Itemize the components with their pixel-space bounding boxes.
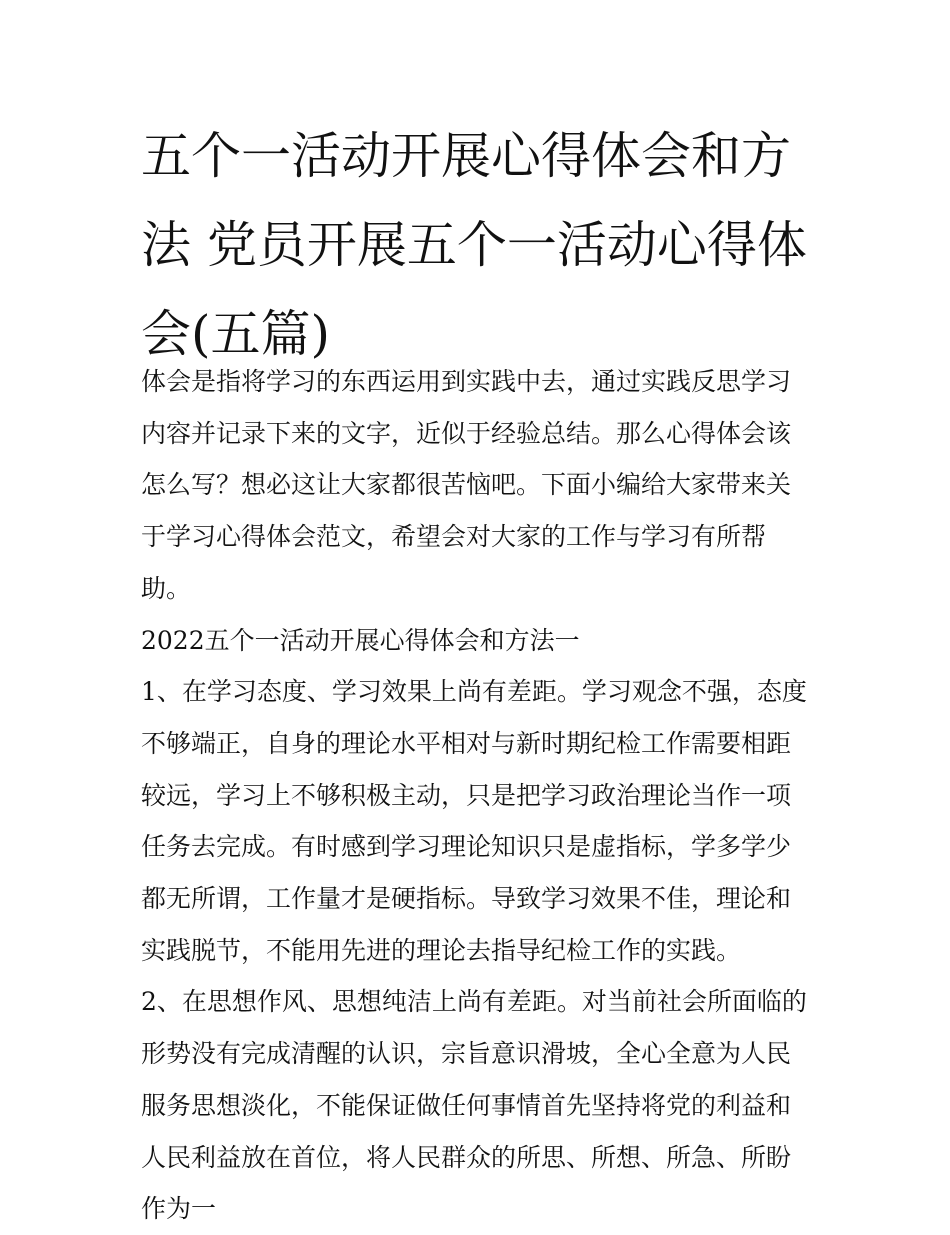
- body-paragraph-2: 2、在思想作风、思想纯洁上尚有差距。对当前社会所面临的形势没有完成清醒的认识，宗旨意识滑坡，全心全意为人民服务思想淡化，不能保证做任何事情首先坚持将党的利益和人民利益放在首位，将人民群众的所思、所想、所急、所盼作为一: [141, 987, 807, 1224]
- document-body: [141, 356, 815, 1235]
- body-paragraph-1: 1、在学习态度、学习效果上尚有差距。学习观念不强，态度不够端正，自身的理论水平相对与新时期纪检工作需要相距较远，学习上不够积极主动，只是把学习政治理论当作一项任务去完成。有时感到学习理论知识只是虚指标，学多学少都无所谓，工作量才是硬指标。导致学习效果不佳，理论和实践脱节，不能用先进的理论去指导纪检工作的实践。: [141, 677, 807, 965]
- section-heading: 2022五个一活动开展心得体会和方法一: [141, 625, 580, 655]
- document-title: 五个一活动开展心得体会和方法 党员开展五个一活动心得体会(五篇): [141, 127, 807, 363]
- intro-paragraph: 体会是指将学习的东西运用到实践中去，通过实践反思学习内容并记录下来的文字，近似于经验总结。那么心得体会该怎么写？想必这让大家都很苦恼吧。下面小编给大家带来关于学习心得体会范文，希望会对大家的工作与学习有所帮助。: [141, 367, 792, 603]
